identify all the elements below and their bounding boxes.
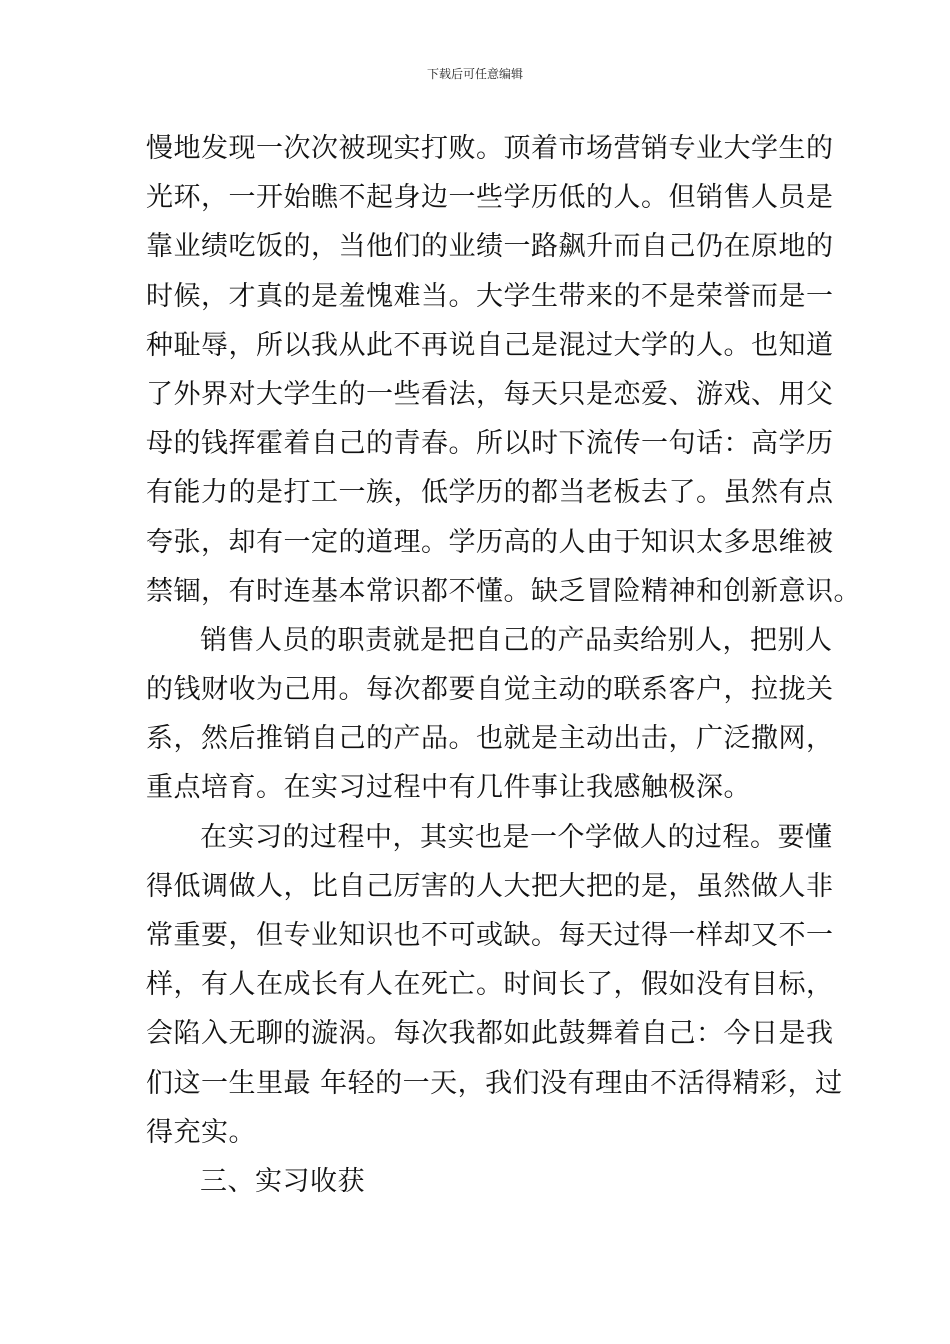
paragraph-3 [146, 813, 843, 1157]
text-line: 销售人员的职责就是把自己的产品卖给别人，把别人 [200, 624, 833, 656]
text-line: 重点培育。在实习过程中有几件事让我感触极深。 [146, 772, 751, 804]
text-line: 得低调做人，比自己厉害的人大把大把的是，虽然做人非 [146, 870, 834, 902]
text-line: 常重要，但专业知识也不可或缺。每天过得一样却又不一 [146, 920, 834, 951]
text-line: 系，然后推销自己的产品。也就是主动出击，广泛撒网， [146, 723, 834, 755]
text-line: 慢地发现一次次被现实打败。顶着市场营销专业大学生的 [146, 133, 834, 164]
text-line: 靠业绩吃饭的，当他们的业绩一路飙升而自己仍在原地的 [146, 231, 834, 263]
text-line: 夸张，却有一定的道理。学历高的人由于知识太多思维被 [146, 526, 834, 558]
text-line: 的钱财收为己用。每次都要自觉主动的联系客户，拉拢关 [146, 674, 834, 706]
document-body [146, 124, 861, 1206]
text-line: 得充实。 [146, 1116, 256, 1148]
text-line: 有能力的是打工一族，低学历的都当老板去了。虽然有点 [146, 477, 834, 509]
text-line: 种耻辱，所以我从此不再说自己是混过大学的人。也知道 [146, 329, 834, 361]
text-line: 会陷入无聊的漩涡。每次我都如此鼓舞着自己：今日是我 [146, 1018, 834, 1050]
paragraph-2 [146, 616, 834, 813]
text-line: 禁锢，有时连基本常识都不懂。缺乏冒险精神和创新意识。 [146, 575, 861, 607]
text-line: 们这一生里最 年轻的一天，我们没有理由不活得精彩，过 [146, 1067, 843, 1099]
section-heading: 三、实习收获 [200, 1165, 365, 1197]
text-line: 光环，一开始瞧不起身边一些学历低的人。但销售人员是 [146, 182, 834, 214]
text-line: 在实习的过程中，其实也是一个学做人的过程。要懂 [200, 821, 833, 853]
page-header: 下载后可任意编辑 [426, 67, 523, 81]
text-line: 了外界对大学生的一些看法，每天只是恋爱、游戏、用父 [146, 378, 834, 410]
text-line: 时候，才真的是羞愧难当。大学生带来的不是荣誉而是一 [146, 280, 834, 312]
paragraph-1 [146, 124, 861, 616]
text-line: 样，有人在成长有人在死亡。时间长了，假如没有目标， [146, 969, 834, 1001]
text-line: 母的钱挥霍着自己的青春。所以时下流传一句话：高学历 [146, 428, 834, 460]
